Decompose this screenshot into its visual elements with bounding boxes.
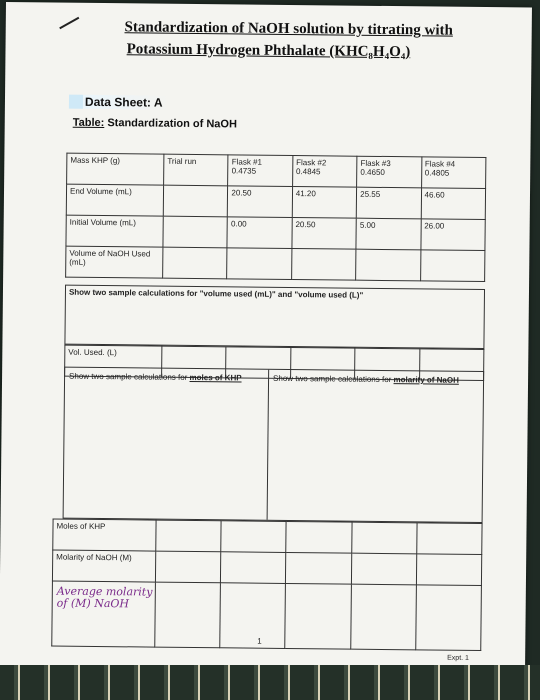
cell-value: 20.50	[292, 218, 357, 250]
cell-flask4-mass	[421, 157, 486, 189]
cell-value	[163, 247, 228, 279]
molarity-calculation-prefix: Show two sample calculations for	[273, 373, 394, 385]
column-header: Flask #1	[231, 157, 263, 167]
cell-value: 25.55	[356, 187, 421, 219]
row-label: End Volume (mL)	[66, 184, 163, 216]
cell-value	[291, 249, 356, 281]
cell-value	[221, 552, 287, 584]
cell-value	[416, 523, 482, 555]
table-row	[67, 153, 486, 188]
cell-value: 0.00	[227, 217, 292, 249]
table-row	[52, 581, 482, 650]
table-row	[66, 246, 485, 281]
cell-value	[227, 248, 292, 280]
average-molarity-cell	[52, 581, 156, 647]
molarity-calculation-box	[268, 370, 484, 522]
cell-value	[221, 521, 287, 553]
cell-value: 0.4650	[360, 167, 385, 177]
background-carpet	[0, 665, 540, 700]
volume-calculation-box	[64, 285, 485, 349]
moles-calculation-emph: moles of KHP	[189, 372, 242, 383]
cell-value: 26.00	[420, 219, 485, 251]
cell-trial-initial	[163, 216, 228, 248]
table-caption-text: Standardization of NaOH	[107, 117, 237, 131]
molarity-calculation-emph: molarity of NaOH	[393, 375, 459, 385]
moles-calculation-prefix: Show two sample calculations for	[69, 371, 190, 382]
cell-value	[351, 522, 417, 554]
cell-value: 0.4735	[231, 166, 257, 176]
cell-value	[155, 582, 221, 648]
cell-value	[156, 520, 222, 552]
results-table	[51, 519, 482, 651]
cell-value: 20.50	[228, 186, 293, 218]
title-line-2: Potassium Hydrogen Phthalate (KHC₈H₄O₄)	[126, 41, 411, 61]
cell-value	[220, 583, 286, 649]
column-header: Flask #3	[360, 158, 391, 169]
table-row	[66, 184, 485, 219]
table-caption	[73, 117, 237, 131]
cell-value	[420, 250, 485, 282]
cell-value	[286, 521, 352, 553]
footer-experiment: Expt. 1	[447, 654, 469, 662]
cell-value	[415, 585, 481, 651]
worksheet-page	[0, 2, 532, 687]
standardization-table	[65, 153, 486, 282]
cell-value: 5.00	[356, 218, 421, 250]
cell-trial-end	[163, 185, 228, 217]
cell-value	[351, 553, 417, 585]
cell-value	[416, 554, 482, 586]
cell-value: 0.4845	[295, 167, 321, 177]
table-caption-label: Table:	[72, 116, 105, 130]
cell-value	[285, 583, 351, 649]
cell-value: 41.20	[292, 187, 357, 219]
handwritten-average-molarity: Average molarity of (M) NaOH	[56, 584, 153, 611]
row-label: Initial Volume (mL)	[66, 215, 163, 247]
row-label: Vol. Used. (L)	[65, 345, 162, 377]
table-row	[53, 519, 482, 554]
column-header-trial	[164, 154, 229, 186]
cell-value	[155, 551, 221, 583]
cell-value	[286, 552, 352, 584]
row-label: Volume of NaOH Used (mL)	[66, 246, 163, 278]
row-label: Moles of KHP	[53, 519, 156, 551]
cell-value	[356, 249, 421, 281]
cell-value: 0.4805	[424, 168, 450, 178]
cell-value	[350, 584, 416, 650]
row-label: Mass KHP (g)	[67, 153, 164, 185]
volume-calculation-prompt: Show two sample calculations for "volume used (mL)" and "volume used (L)"	[68, 287, 364, 300]
cell-flask1-mass	[228, 155, 293, 187]
cell-flask3-mass	[357, 156, 422, 188]
cell-flask2-mass	[292, 156, 357, 188]
table-row	[52, 550, 481, 585]
calculation-boxes	[63, 367, 485, 523]
column-header: Flask #2	[296, 158, 327, 168]
moles-calculation-box	[64, 368, 270, 520]
cell-value: 46.60	[421, 188, 486, 220]
table-row	[66, 215, 485, 250]
row-label: Molarity of NaOH (M)	[52, 550, 155, 582]
column-header: Flask #4	[424, 159, 456, 169]
page-number: 1	[257, 636, 262, 646]
title-line-1: Standardization of NaOH solution by titrating with	[124, 19, 453, 39]
data-sheet-label: Data Sheet: A	[69, 95, 171, 110]
column-header: Trial run	[167, 156, 197, 167]
